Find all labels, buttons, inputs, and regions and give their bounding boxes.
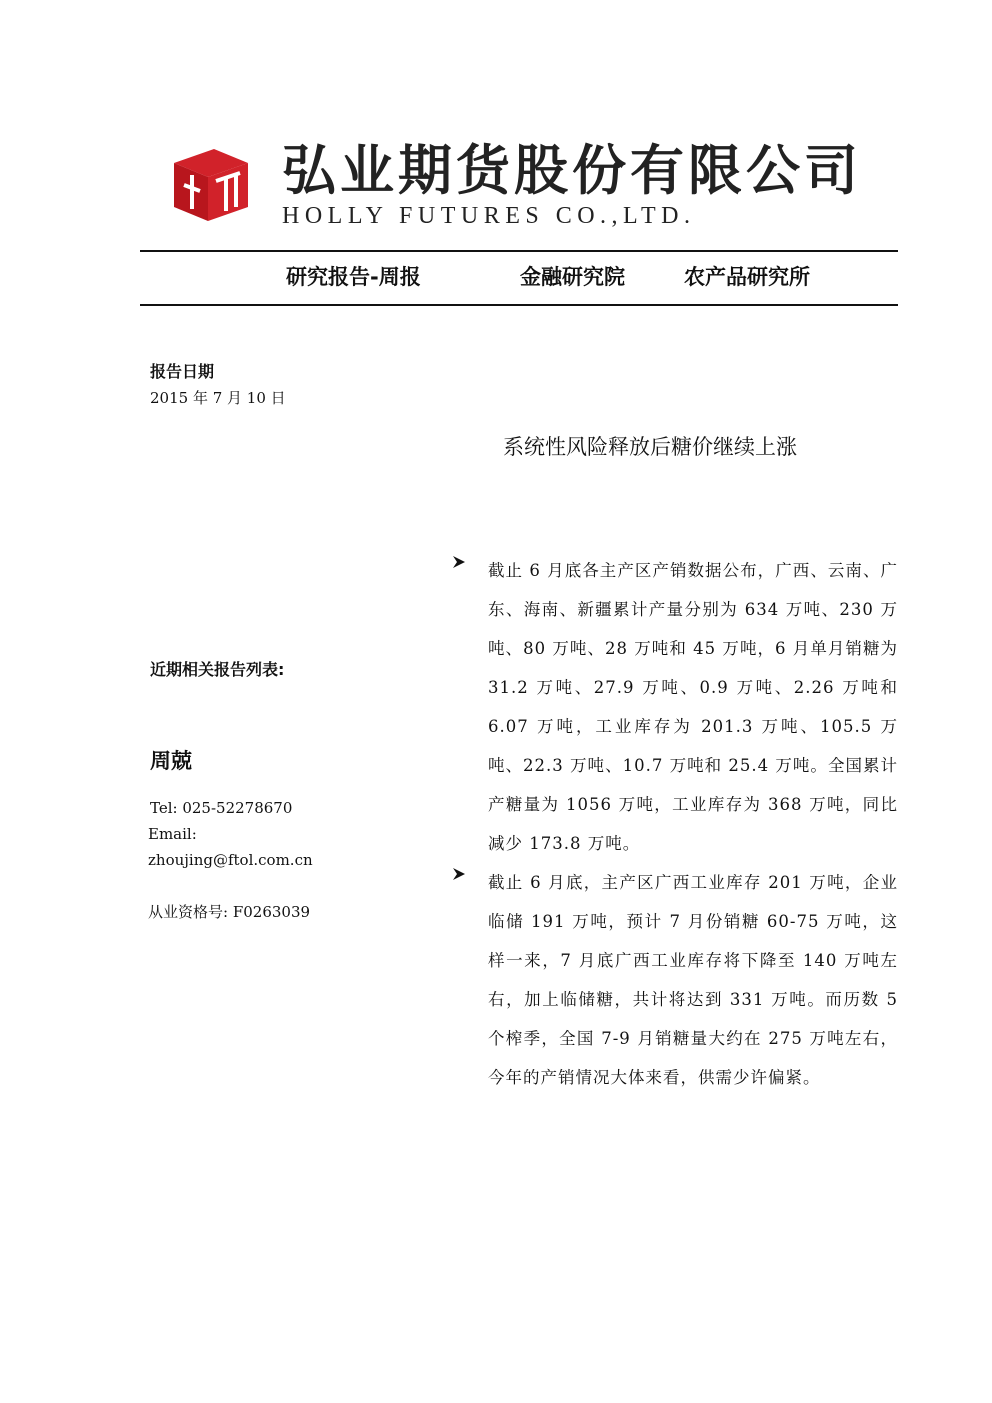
- report-date-label: 报告日期: [150, 362, 215, 381]
- bullet-item: [452, 551, 898, 863]
- company-name-en: HOLLY FUTURES CO.,LTD.: [282, 203, 696, 229]
- related-reports-label: 近期相关报告列表:: [150, 660, 285, 679]
- arrow-bullet-icon: [452, 555, 466, 569]
- report-title: 系统性风险释放后糖价继续上涨: [503, 435, 797, 459]
- bullet-text: 截止 6 月底，主产区广西工业库存 201 万吨，企业临储 191 万吨，预计 7 月份销糖 60-75 万吨，这样一来，7 月底广西工业库存将下降至 140 万吨左右，加上临储糖，共计将达到 331 万吨。而历数 5 个榨季，全国 7-9 月销糖量大约在 275 万吨左右，今年的产销情况大体来看，供需少许偏紧。: [488, 873, 898, 1087]
- institute-name: 金融研究院: [520, 265, 625, 289]
- header-bottom-rule: [140, 304, 898, 306]
- report-date-value: 2015 年 7 月 10 日: [150, 389, 286, 407]
- author-tel: Tel: 025-52278670: [150, 799, 293, 817]
- author-email-label: Email:: [148, 825, 197, 843]
- company-logo-mark: [170, 145, 250, 223]
- header-top-rule: [140, 250, 898, 252]
- author-name: 周兢: [150, 749, 192, 773]
- bullet-item: [452, 863, 898, 1097]
- report-type: 研究报告-周报: [286, 265, 421, 289]
- division-name: 农产品研究所: [684, 265, 810, 289]
- author-email[interactable]: zhoujing@ftol.com.cn: [148, 851, 313, 869]
- author-license: 从业资格号: F0263039: [148, 903, 311, 921]
- bullet-text: 截止 6 月底各主产区产销数据公布，广西、云南、广东、海南、新疆累计产量分别为 634 万吨、230 万吨、80 万吨、28 万吨和 45 万吨，6 月单月销糖为 31.2 万吨、27.9 万吨、0.9 万吨、2.26 万吨和 6.07 万吨，工业库存为 201.3 万吨、105.5 万吨、22.3 万吨、10.7 万吨和 25.4 万吨。全国累计产糖量为 1056 万吨，工业库存为 368 万吨，同比减少 173.8 万吨。: [488, 561, 898, 853]
- arrow-bullet-icon: [452, 867, 466, 881]
- company-name-cn: 弘业期货股份有限公司: [282, 139, 862, 202]
